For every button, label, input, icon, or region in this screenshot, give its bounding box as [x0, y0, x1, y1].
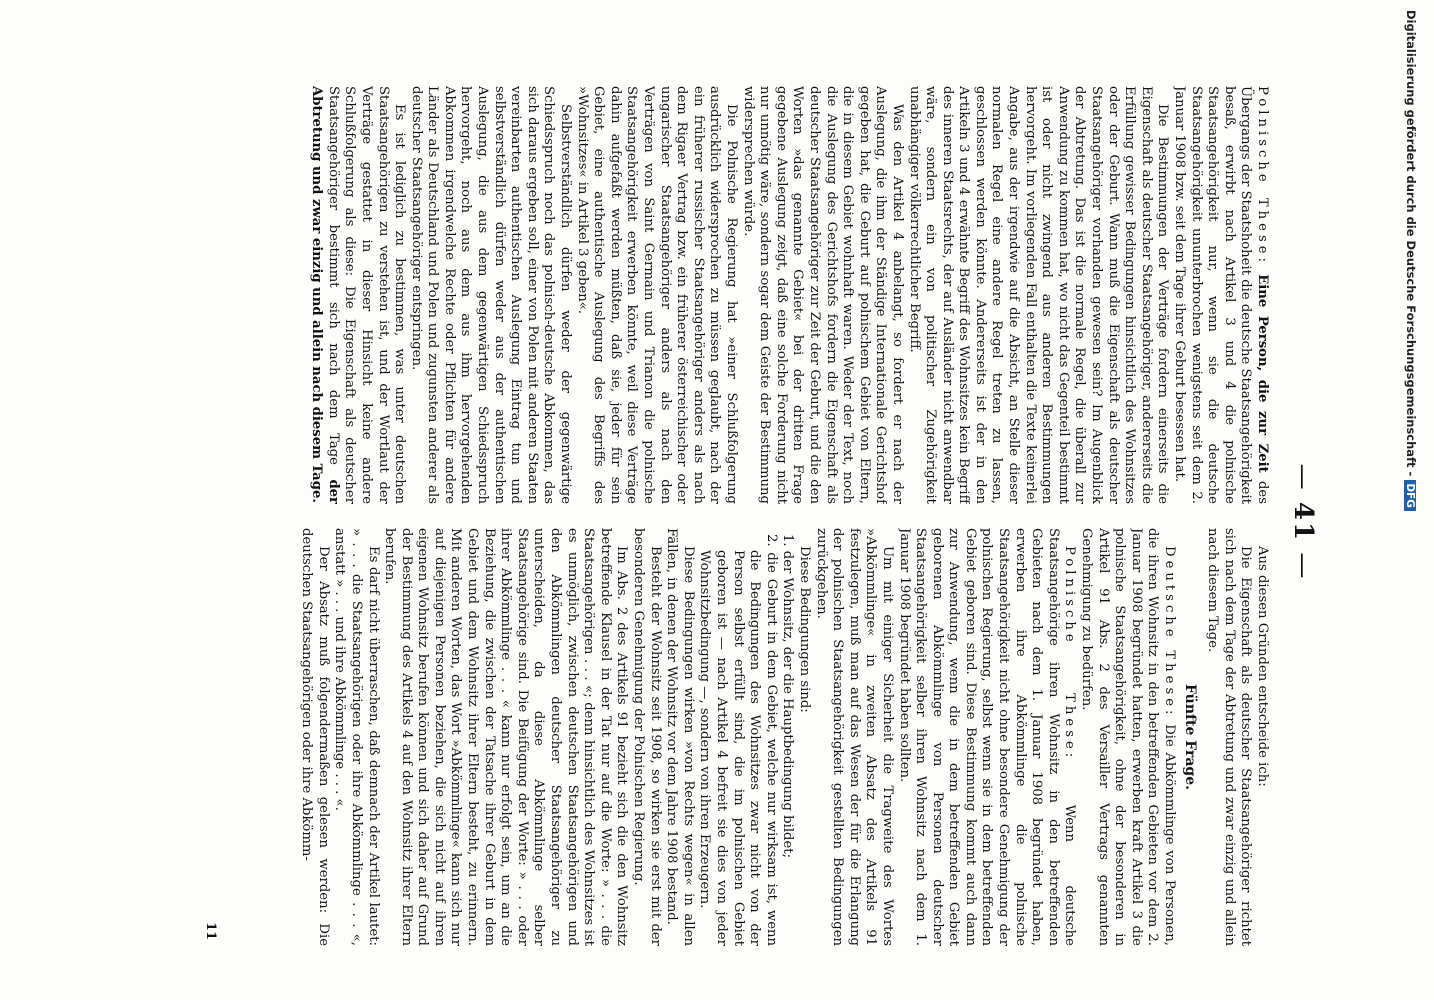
- thesis-lead: Deutsche These:: [1162, 546, 1178, 719]
- thesis-body: Wenn deutsche Staatsangehörige ihren Wohnsitz in den betreffenden Gebieten nach dem 1. Januar 1908 begründet haben, erwerben ihre Abkömmlinge die polnische Staatsangehörigkeit nicht ohne besondere Genehmigung der polnischen Regierung, selbst wenn sie in dem betreffenden Gebiet geboren sind. Diese Bestimmung kommt auch dann zur Anwendung, wenn die in dem betreffenden Gebiet geborenen Abkömmlinge von Personen deutscher Staatsangehörigkeit selber ihren Wohnsitz nach dem 1. Januar 1908 begründet haben sollten.: [896, 528, 1078, 946]
- page-header: [1278, 82, 1318, 962]
- rotated-page-content: [158, 82, 1318, 962]
- digitization-note: [1402, 10, 1418, 990]
- conclusion-paragraph: [308, 86, 408, 504]
- decision-text: Die Eigenschaft als deutscher Staatsangehöriger richtet sich nach dem Tage der Abtretung und zwar einzig und allein nach diesem Tage.: [1205, 528, 1254, 946]
- thesis-lead: Polnische These:: [1062, 546, 1078, 762]
- dfg-logo: DFG: [1404, 480, 1416, 511]
- thesis-bold: Eine Person, die zur Zeit: [1255, 274, 1270, 473]
- list-item: 1. der Wohnsitz, der die Hauptbedingung bildet;: [780, 534, 796, 859]
- polish-thesis-paragraph: [895, 528, 1078, 946]
- conclusion-body: Es ist lediglich zu bestimmen, was unter deutschen Staatsangehörigen zu verstehen ist, und der Wortlaut der Verträge gestattet in dieser Hinsicht keine andere Schlußfolgerung als diese: Die Eigenschaft als deutscher Staatsangehöriger bestimmt sich nach dem Tage: [325, 86, 408, 504]
- body-paragraph: Im Abs. 2 des Artikels 91 bezieht sich die den Wohnsitz betreffende Klausel in der Tat nur auf die Worte: » . . . die Staatsangehörigen . . . «; denn hinsichtlich des Wohnsitzes ist es unmöglich, zwischen deutschen Staatsangehörigen und den Abkömmlingen deutscher Staatsangehöriger zu unterscheiden, da diese Abkömmlinge selber Staatsangehörige sind. Die Beifügung der Worte: » . . . oder ihrer Abkömmlinge . . . « kann nur erfolgt sein, um an die Beziehung, die zwischen der Tatsache ihrer Geburt in dem Gebiet und dem Wohnsitz ihrer Eltern besteht, zu erinnern. Mit anderen Worten, das Wort »Abkömmlinge« kann sich nur auf diejenigen Personen beziehen, die sich nicht auf ihren eigenen Wohnsitz berufen können und sich daher auf Grund der Bestimmung des Artikels 4 auf den Wohnsitz ihrer Eltern berufen.: [382, 528, 630, 946]
- body-paragraph: Besteht der Wohnsitz seit 1908, so wirken sie erst mit der besonderen Genehmigung der Polnischen Regierung.: [631, 528, 663, 946]
- body-paragraph: Selbstverständlich dürfen weder der gegenwärtige Schiedsspruch noch das polnisch-deutsche Abkommen, das sich daraus ergeben soll, einer von Polen mit anderen Staaten vereinbarten authentischen Auslegung Eintrag tun und selbstverständlich dürfen weder aus der authentischen Auslegung, die aus dem gegenwärtigen Schiedsspruch hervorgeht, noch aus dem aus ihm hervorgehenden Abkommen irgendwelche Rechte oder Pflichten für andere Länder als Deutschland und Polen und zugunsten anderer als deutscher Staatsangehöriger entspringen.: [408, 86, 574, 504]
- body-paragraph: Es darf nicht überraschen, daß demnach der Artikel lautet: » . . . die Staatsangehörigen oder ihre Abkömmlinge . . . «, anstatt » . . . und ihre Abkömmlinge . . . «.: [332, 528, 381, 946]
- polish-thesis-paragraph: [1170, 86, 1270, 504]
- thesis-body: Die Abkömmlinge von Personen, die ihren Wohnsitz in den betreffenden Gebieten vor dem 2. Januar 1908 begründet hatten, erwerben kraft Artikel 3 die polnische Staatsangehörigkeit, ohne der besonderen in Artikel 91 Abs. 2 des Versailler Vertrags genannten Genehmigung zu bedürfen.: [1079, 528, 1178, 946]
- thesis-lead: Polnische These:: [1255, 86, 1270, 266]
- body-paragraph: Diese Bedingungen wirken »von Rechts wegen« in allen Fällen, in denen der Wohnsitz vor dem Jahre 1908 bestand.: [664, 528, 696, 946]
- conclusion-bold: der Abtretung und zwar einzig und allein nach diesem Tage.: [309, 86, 341, 504]
- sheet-signature-mark: 11: [203, 922, 218, 941]
- body-paragraph: Um mit einiger Sicherheit die Tragweite des Wortes »Abkömmlinge« in zweiten Absatz des Artikels 91 festzulegen, muß man auf das Wesen der für die Erlangung der polnischen Staatsangehörigkeit gestellten Bedingungen zurückgehen.: [813, 528, 895, 946]
- right-column: [210, 528, 1270, 946]
- decision-intro: Aus diesen Gründen entscheide ich:: [1255, 546, 1270, 787]
- left-column: [210, 86, 1270, 504]
- digitization-note-text: Digitalisierung gefördert durch die Deutsche Forschungsgemeinschaft -: [1404, 10, 1418, 477]
- list-item: 2. die Geburt in dem Gebiet, welche nur wirksam ist, wenn die Bedingungen des Wohnsitzes zwar nicht von der Person selbst erfüllt sind, die im polnischen Gebiet geboren ist — nach Artikel 4 befreit sie dies von jeder Wohnsitzbedingung —, sondern von ihren Erzeugern.: [697, 534, 779, 946]
- body-paragraph: Die Bestimmungen der Verträge fordern einerseits die Eigenschaft als deutscher Staatsangehöriger, andererseits die Erfüllung gewisser Bedingungen hinsichtlich des Wohnsitzes oder der Geburt. Wann muß die Eigenschaft als deutscher Staatsangehöriger vorhanden gewesen sein? Im Augenblick der Abtretung. Das ist die normale Regel, die überall zur Anwendung zu kommen hat, wo nicht das Gegenteil bestimmt ist oder nicht zwingend aus anderen Bestimmungen hervorgeht. Im vorliegenden Fall enthalten die Texte keinerlei Angabe, aus der irgendwie auf die Absicht, an Stelle dieser normalen Regel eine andere Regel treten zu lassen, geschlossen werden könnte. Andererseits ist der in den Artikeln 3 und 4 erwähnte Begriff des Wohnsitzes kein Begriff des inneren Staatsrechts, der auf Ausländer nicht anwendbar wäre, sondern ein von politischer Zugehörigkeit unabhängiger völkerrechtlicher Begriff.: [906, 86, 1171, 504]
- section-heading: Fünfte Frage.: [1181, 683, 1198, 791]
- body-paragraph: Diese Bedingungen sind:: [796, 546, 812, 713]
- body-paragraph: Was den Artikel 4 anbelangt, so fordert er nach der Auslegung, die ihm der Ständige Internationale Gerichtshof gegeben hat, die Geburt auf polnischem Gebiet von Eltern, die in diesem Gebiet wohnhaft waren. Weder der Text, noch die Auslegung des Gerichtshofs fordern die Eigenschaft als deutscher Staatsangehöriger zur Zeit der Geburt, und die den Worten »das genannte Gebiet« bei der dritten Frage gegebene Auslegung zeigt, daß eine solche Forderung nicht nur unnötig wäre, sondern sogar dem Geiste der Bestimmung widersprechen würde.: [740, 86, 905, 504]
- body-paragraph: Die Polnische Regierung hat »einer Schlußfolgerung ausdrücklich widersprochen zu müssen geglaubt, nach der ein früherer russischer Staatsangehöriger anders als nach dem Rigaer Vertrag bzw. ein früherer österreichischer oder ungarischer Staatsangehöriger anders als nach den Verträgen von Saint Germain und Trianon die polnische Staatsangehörigkeit erwerben könnte, weil diese Verträge dahin aufgefaßt werden müßten, daß sie, jeder für sein Gebiet, eine authentische Auslegung des Begriffs des »Wohnsitzes« in Artikel 3 geben«.: [574, 86, 739, 504]
- body-paragraph: Der Absatz muß folgendermaßen gelesen werden: Die deutschen Staatsangehörigen oder ihre Abkömm-: [299, 528, 331, 946]
- page-number: — 41 —: [1288, 464, 1318, 581]
- german-thesis-paragraph: [1077, 528, 1177, 946]
- thesis-body: des Übergangs der Staatshoheit die deutsche Staatsangehörigkeit besaß, erwirbt nach Artikel 3 und 4 die polnische Staatsangehörigkeit nur, wenn sie die deutsche Staatsangehörigkeit ununterbrochen wenigstens seit dem 2. Januar 1908 bzw. seit dem Tage ihrer Geburt besessen hat.: [1172, 86, 1270, 504]
